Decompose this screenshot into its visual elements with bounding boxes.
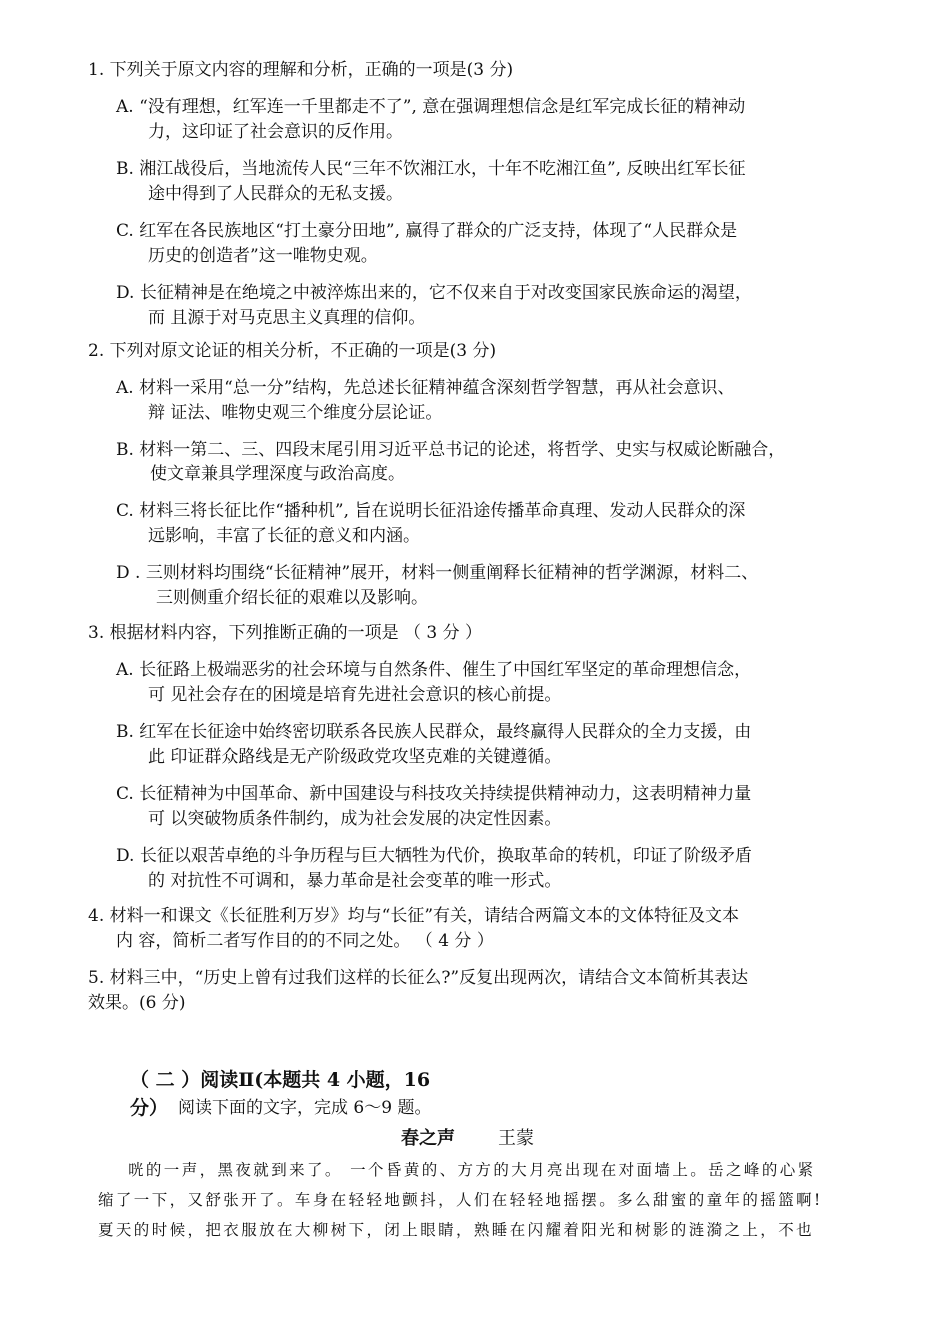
question-4-stem-line1: 4. 材料一和课文《长征胜利万岁》均与“长征”有关，请结合两篇文本的文体特征及文本 [88, 906, 740, 926]
q3-option-c-line2: 可 以突破物质条件制约，成为社会发展的决定性因素。 [148, 809, 562, 829]
q1-option-d-line1: D. 长征精神是在绝境之中被淬炼出来的，它不仅来自于对改变国家民族命运的渴望， [116, 283, 752, 303]
story-line-3: 夏天的时候，把衣服放在大柳树下，闭上眼睛，熟睡在闪耀着阳光和树影的涟漪之上，不也 [98, 1221, 815, 1239]
q1-option-d-line2: 而 且源于对马克思主义真理的信仰。 [148, 308, 426, 328]
q2-option-a-line2: 辩 证法、唯物史观三个维度分层论证。 [148, 403, 443, 423]
story-author: 王蒙 [498, 1128, 534, 1149]
section-title-cont: 分） [130, 1097, 169, 1119]
question-3-stem: 3. 根据材料内容，下列推断正确的一项是 （ 3 分 ） [88, 623, 483, 643]
q3-option-b-line2: 此 印证群众路线是无产阶级政党攻坚克难的关键遵循。 [148, 747, 562, 767]
q3-option-d-line1: D. 长征以艰苦卓绝的斗争历程与巨大牺牲为代价，换取革命的转机，印证了阶级矛盾 [116, 846, 752, 866]
story-line-2: 缩了一下，又舒张开了。车身在轻轻地颤抖，人们在轻轻地摇摆。多么甜蜜的童年的摇篮啊! [98, 1191, 823, 1209]
q2-option-b-line1: B. 材料一第二、三、四段末尾引用习近平总书记的论述，将哲学、史实与权威论断融合， [116, 440, 786, 460]
story-title: 春之声 [401, 1128, 455, 1149]
question-5-stem-line2: 效果。(6 分) [88, 993, 186, 1013]
q1-option-a-line1: A. “没有理想，红军连一千里都走不了”, 意在强调理想信念是红军完成长征的精神动 [116, 97, 746, 117]
q3-option-c-line1: C. 长征精神为中国革命、新中国建设与科技攻关持续提供精神动力，这表明精神力量 [116, 784, 752, 804]
q2-option-a-line1: A. 材料一采用“总一分”结构，先总述长征精神蕴含深刻哲学智慧，再从社会意识、 [116, 378, 735, 398]
question-4-stem-line2: 内 容，简析二者写作目的的不同之处。 （ 4 分 ） [116, 931, 494, 951]
q3-option-a-line1: A. 长征路上极端恶劣的社会环境与自然条件、催生了中国红军坚定的革命理想信念， [116, 660, 752, 680]
section-instruction: 阅读下面的文字，完成 6～9 题。 [178, 1098, 432, 1118]
q1-option-a-line2: 力，这印证了社会意识的反作用。 [148, 122, 403, 142]
section-title: （ 二 ）阅读Ⅱ(本题共 4 小题，16 [130, 1069, 431, 1091]
question-2-stem: 2. 下列对原文论证的相关分析，不正确的一项是(3 分) [88, 341, 497, 361]
q1-option-b-line1: B. 湘江战役后，当地流传人民“三年不饮湘江水，十年不吃湘江鱼”, 反映出红军长征 [116, 159, 746, 179]
q2-option-c-line1: C. 材料三将长征比作“播种机”, 旨在说明长征沿途传播革命真理、发动人民群众的深 [116, 501, 746, 521]
q1-option-c-line1: C. 红军在各民族地区“打土豪分田地”, 赢得了群众的广泛支持，体现了“人民群众是 [116, 221, 738, 241]
story-line-1: 咣的一声，黑夜就到来了。 一个昏黄的、方方的大月亮出现在对面墙上。岳之峰的心紧 [128, 1161, 816, 1179]
q3-option-d-line2: 的 对抗性不可调和，暴力革命是社会变革的唯一形式。 [148, 871, 562, 891]
question-5-stem-line1: 5. 材料三中，“历史上曾有过我们这样的长征么?”反复出现两次，请结合文本简析其表达 [88, 968, 749, 988]
q1-option-b-line2: 途中得到了人民群众的无私支援。 [148, 184, 403, 204]
q2-option-c-line2: 远影响，丰富了长征的意义和内涵。 [148, 526, 420, 546]
question-1-stem: 1. 下列关于原文内容的理解和分析，正确的一项是(3 分) [88, 60, 514, 80]
q2-option-d-line2: 三则侧重介绍长征的艰难以及影响。 [156, 588, 428, 608]
q2-option-d-line1: D . 三则材料均围绕“长征精神”展开，材料一侧重阐释长征精神的哲学渊源，材料二、 [116, 563, 759, 583]
q1-option-c-line2: 历史的创造者”这一唯物史观。 [148, 246, 378, 266]
q3-option-b-line1: B. 红军在长征途中始终密切联系各民族人民群众，最终赢得人民群众的全力支援，由 [116, 722, 752, 742]
q3-option-a-line2: 可 见社会存在的困境是培育先进社会意识的核心前提。 [148, 685, 562, 705]
q2-option-b-line2: 使文章兼具学理深度与政治高度。 [150, 464, 405, 484]
